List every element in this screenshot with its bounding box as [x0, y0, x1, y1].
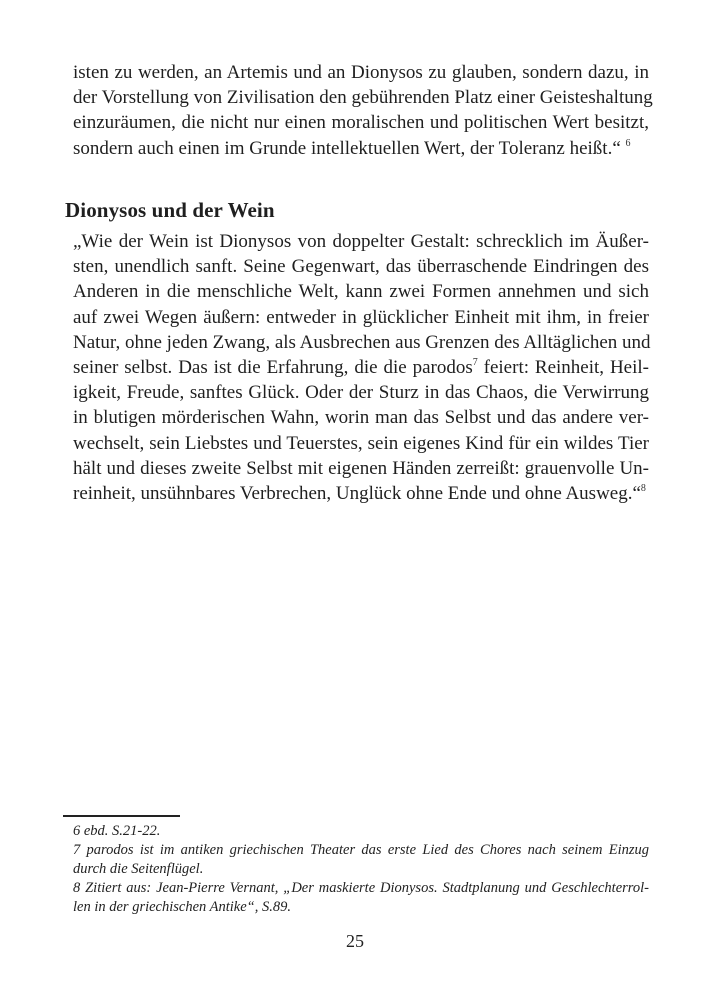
text-line [73, 355, 649, 380]
text-line-content: seiner selbst. Das ist die Erfahrung, die die parodos [73, 357, 473, 379]
text-line: Anderen in die menschliche Welt, kann zwei Formen annehmen und sich [73, 281, 649, 303]
footnote-7: 7 parodos ist im antiken griechischen Theater das erste Lied des Chores nach seinem Einzug [73, 842, 649, 858]
text-line: wechselt, sein Liebstes und Teuerstes, sein eigenes Kind für ein wildes Tier [73, 432, 649, 454]
footnote-reference: 8 [640, 483, 646, 495]
text-line: auf zwei Wegen äußern: entweder in glücklicher Einheit mit ihm, in freier [73, 306, 649, 328]
footnote-6: 6 ebd. S.21-22. [73, 823, 161, 839]
text-line: igkeit, Freude, sanftes Glück. Oder der Sturz in das Chaos, die Verwirrung [73, 382, 649, 404]
text-line-content: sondern auch einen im Grunde intellektuellen Wert, der Toleranz heißt.“ [73, 137, 621, 159]
footnotes [73, 822, 649, 917]
footnote-reference: 7 [472, 357, 478, 369]
footnote-divider [63, 815, 180, 817]
footnote-8-continued: len in der griechischen Antike“, S.89. [73, 899, 291, 915]
intro-paragraph [73, 60, 653, 161]
text-line [73, 481, 649, 506]
text-line: isten zu werden, an Artemis und an Dionysos zu glauben, sondern dazu, in [73, 62, 649, 83]
text-line: sten, unendlich sanft. Seine Gegenwart, das überraschende Eindringen des [73, 256, 649, 278]
text-line: in blutigen mörderischen Wahn, worin man das Selbst und das andere ver- [73, 407, 649, 429]
footnote-8: 8 Zitiert aus: Jean-Pierre Vernant, „Der maskierte Dionysos. Stadtplanung und Geschlechterrol- [73, 880, 649, 896]
footnote-7-continued: durch die Seitenflügel. [73, 861, 204, 877]
footnote-reference: 6 [625, 137, 631, 149]
text-line: hält und dieses zweite Selbst mit eigenen Händen zerreißt: grauenvolle Un- [73, 457, 649, 479]
text-line-content: feiert: Reinheit, Heil- [477, 357, 649, 379]
text-line: der Vorstellung von Zivilisation den gebührenden Platz einer Geisteshaltung [73, 87, 653, 109]
text-line: einzuräumen, die nicht nur einen moralischen und politischen Wert besitzt, [73, 112, 649, 134]
page-number: 25 [346, 931, 364, 951]
text-line: „Wie der Wein ist Dionysos von doppelter Gestalt: schrecklich im Äußer- [73, 231, 649, 252]
text-line-content: reinheit, unsühnbares Verbrechen, Unglück ohne Ende und ohne Ausweg.“ [73, 483, 641, 505]
text-line: Natur, ohne jeden Zwang, als Ausbrechen aus Grenzen des Alltäglichen und [73, 331, 651, 353]
text-line [73, 136, 649, 161]
section-heading: Dionysos und der Wein [65, 198, 275, 222]
section-paragraph [73, 229, 649, 506]
